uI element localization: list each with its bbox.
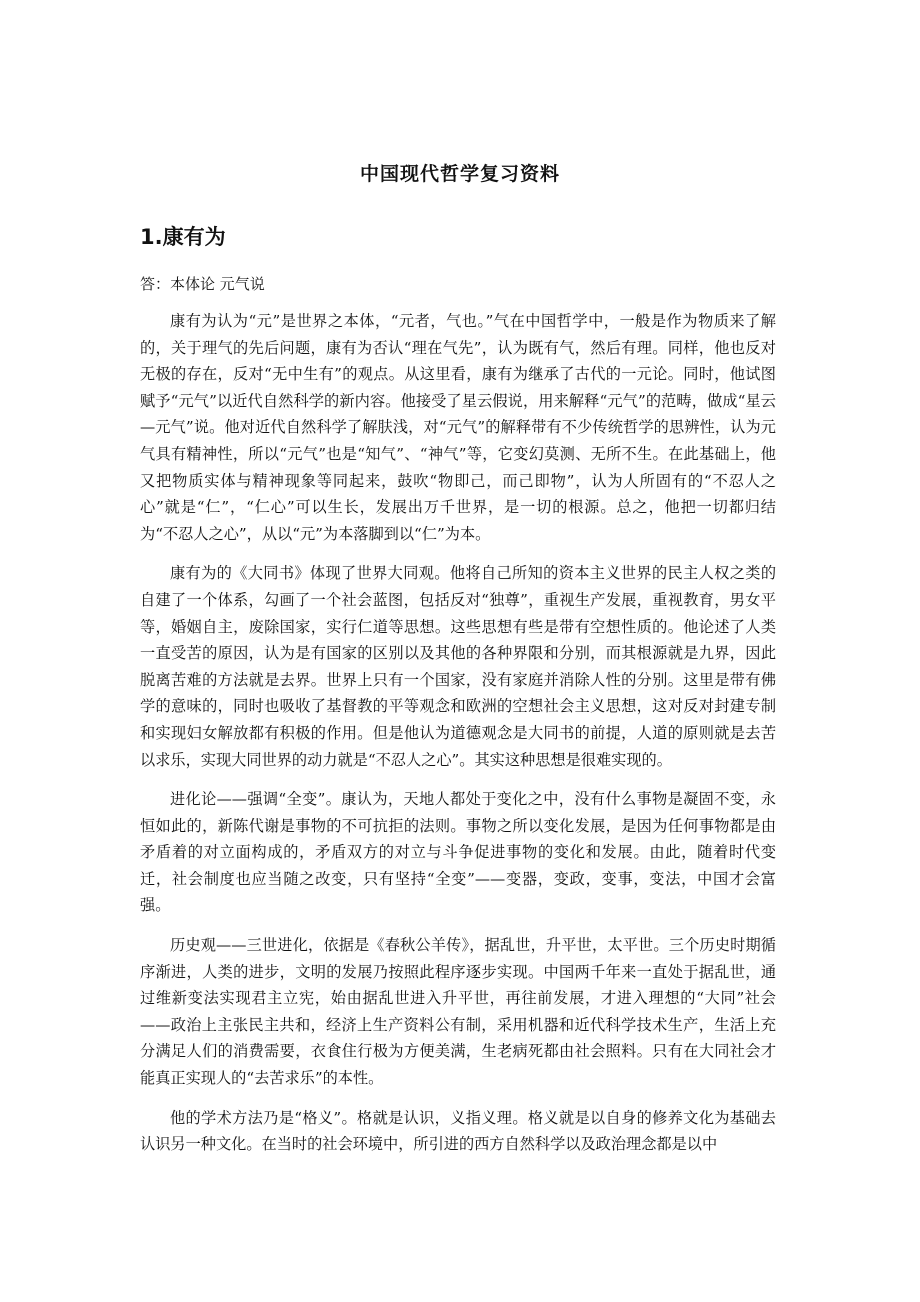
document-body (140, 308, 776, 1171)
paragraph: 康有为的《大同书》体现了世界大同观。他将自己所知的资本主义世界的民主人权之类的自建了一个体系，勾画了一个社会蓝图，包括反对“独尊”，重视生产发展，重视教育，男女平等，婚姻自主，废除国家，实行仁道等思想。这些思想有些是带有空想性质的。他论述了人类一直受苦的原因，认为是有国家的区别以及其他的各种界限和分别，而其根源就是九界，因此脱离苦难的方法就是去界。世界上只有一个国家，没有家庭并消除人性的分别。这里是带有佛学的意味的，同时也吸收了基督教的平等观念和欧洲的空想社会主义思想，这对反对封建专制和实现妇女解放都有积极的作用。但是他认为道德观念是大同书的前提，人道的原则就是去苦以求乐，实现大同世界的动力就是“不忍人之心”。其实这种思想是很难实现的。 (140, 564, 776, 769)
paragraph: 进化论——强调“全变”。康认为，天地人都处于变化之中，没有什么事物是凝固不变，永恒如此的，新陈代谢是事物的不可抗拒的法则。事物之所以变化发展，是因为任何事物都是由矛盾着的对立面构成的，矛盾双方的对立与斗争促进事物的变化和发展。由此，随着时代变迁，社会制度也应当随之改变，只有坚持“全变”——变器，变政，变事，变法，中国才会富强。 (140, 790, 776, 915)
paragraph: 他的学术方法乃是“格义”。格就是认识，义指义理。格义就是以自身的修养文化为基础去认识另一种文化。在当时的社会环境中，所引进的西方自然科学以及政治理念都是以中 (140, 1108, 776, 1154)
section-heading: 1.康有为 (140, 225, 226, 249)
paragraph: 康有为认为“元”是世界之本体，“元者，气也。”气在中国哲学中，一般是作为物质来了解的，关于理气的先后问题，康有为否认“理在气先”，认为既有气，然后有理。同样，他也反对无极的存在，反对“无中生有”的观点。从这里看，康有为继承了古代的一元论。同时，他试图赋予“元气”以近代自然科学的新内容。他接受了星云假说，用来解释“元气”的范畴，做成“星云—元气”说。他对近代自然科学了解肤浅，对“元气”的解释带有不少传统哲学的思辨性，认为元气具有精神性，所以“元气”也是“知气”、“神气”等，它变幻莫测、无所不生。在此基础上，他又把物质实体与精神现象等同起来，鼓吹“物即己，而己即物”，认为人所固有的“不忍人之心”就是“仁”，“仁心”可以生长，发展出万千世界，是一切的根源。总之，他把一切都归结为“不忍人之心”，从以“元”为本落脚到以“仁”为本。 (140, 312, 776, 543)
page-title: 中国现代哲学复习资料 (359, 163, 560, 185)
paragraph: 历史观——三世进化，依据是《春秋公羊传》，据乱世，升平世，太平世。三个历史时期循序渐进，人类的进步，文明的发展乃按照此程序逐步实现。中国两千年来一直处于据乱世，通过维新变法实现君主立宪，始由据乱世进入升平世，再往前发展，才进入理想的“大同”社会——政治上主张民主共和，经济上生产资料公有制，采用机器和近代科学技术生产，生活上充分满足人们的消费需要，衣食住行极为方便美满，生老病死都由社会照料。只有在大同社会才能真正实现人的“去苦求乐”的本性。 (140, 936, 776, 1088)
answer-line: 答：本体论 元气说 (140, 275, 265, 293)
